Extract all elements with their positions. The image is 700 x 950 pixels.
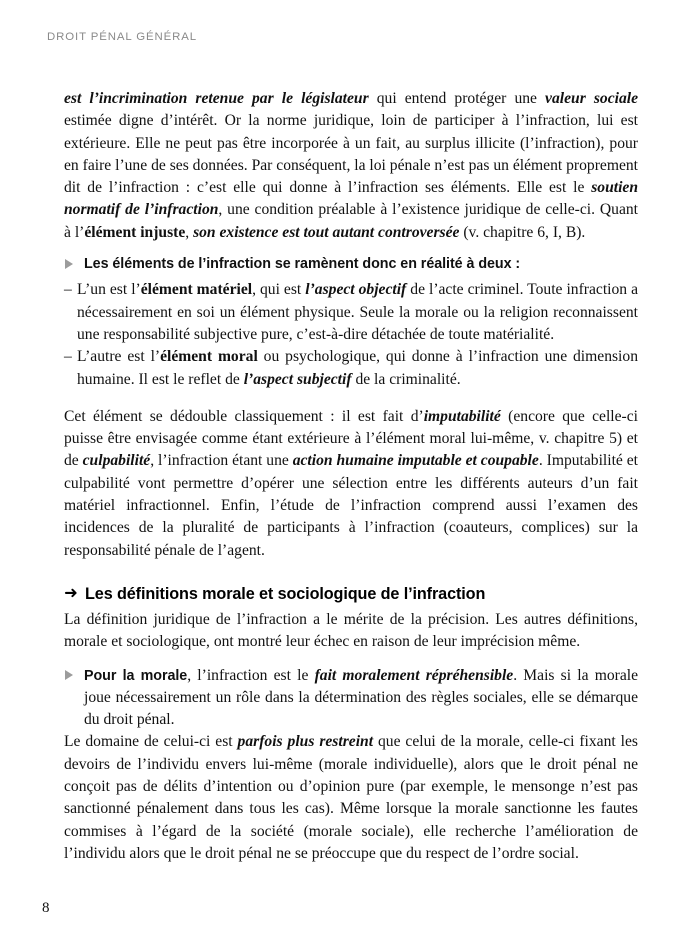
emphasis-run: parfois plus restreint (237, 733, 374, 751)
triangle-bullet-icon (65, 259, 73, 269)
bullet-label: Les éléments de l’infraction se ramènent donc en réalité à deux : (84, 256, 521, 273)
text-run: , une condition préalable à l’existence juridique de celle-ci. Quant à l’ (64, 201, 638, 241)
emphasis-run: son existence est tout autant controversée (193, 223, 460, 241)
list-item (64, 346, 638, 391)
text-run: de la criminalité. (351, 370, 461, 388)
text-run: , (185, 223, 194, 241)
dash-marker: – (64, 281, 72, 299)
dash-list (64, 279, 638, 390)
emphasis-run: élément injuste (84, 223, 186, 241)
emphasis-run: culpabilité (82, 452, 151, 470)
text-run: , qui est (252, 281, 306, 299)
text-run: , l’infraction étant une (150, 452, 293, 470)
emphasis-run: élément moral (160, 348, 258, 366)
text-run: que celui de la morale, celle-ci fixant les devoirs de l’individu envers lui-même (morale individuelle), alors que le droit pénal ne conçoit pas de délits d’intention ou d’opinion pure (par exemple, le mensonge n’est pas sanctionné pénalement dans tous les cas). Même lorsque la morale sanctionne les fautes commises à l’égard de la société (morale sociale), elle recherche l’amélioration de l’individu alors que le droit pénal ne se préoccupe que du respect de l’ordre social. (64, 733, 638, 862)
running-head: DROIT PÉNAL GÉNÉRAL (47, 31, 198, 43)
emphasis-run: l’aspect subjectif (243, 370, 352, 388)
section-heading-label: Les définitions morale et sociologique de l’infraction (85, 584, 486, 603)
section-heading (64, 583, 638, 605)
text-run: Cet élément se dédouble classiquement : il est fait d’ (64, 407, 424, 425)
text-run: (encore que celle-ci puisse être envisagée comme étant extérieure à l’élément moral lui-même, v. chapitre 5) et de (64, 407, 638, 470)
bullet-item-elements (64, 253, 638, 275)
list-item (64, 279, 638, 346)
arrow-right-icon: ➜ (64, 583, 78, 603)
page-number: 8 (42, 900, 50, 916)
bullet-item-morale (64, 665, 638, 732)
text-run: L’un est l’ (77, 281, 141, 299)
bullet-lead-label: Pour la morale (84, 667, 188, 684)
emphasis-run: action humaine imputable et coupable (292, 452, 539, 470)
paragraph-1 (64, 88, 638, 244)
text-column (64, 88, 638, 865)
text-run: estimée digne d’intérêt. Or la norme juridique, loin de participer à l’infraction, lui est extérieure. Elle ne peut pas être incorporée à un fait, au surplus illicite (l’infraction), pour en faire l’une de ses données. Par conséquent, la loi pénale n’est pas un élément proprement dit de l’infraction : c’est elle qui donne à l’infraction ses éléments. Elle est le (64, 112, 638, 197)
emphasis-run: imputabilité (423, 407, 501, 425)
emphasis-run: élément matériel (140, 281, 253, 299)
text-run: . Imputabilité et culpabilité vont permettre d’opérer une sélection entre les différents auteurs d’un fait matériel infractionnel. Enfin, l’étude de l’infraction comprend aussi l’examen des incidences de la pluralité de participants à l’infraction (coauteurs, complices) sur la responsabilité pénale de l’agent. (64, 452, 639, 559)
paragraph-3: La définition juridique de l’infraction a le mérite de la précision. Les autres définitions, morale et sociologique, ont montré leur échec en raison de leur imprécision même. (64, 610, 638, 651)
text-run: L’autre est l’ (77, 348, 161, 366)
text-run: ou psychologique, qui donne à l’infraction une dimension humaine. Il est le reflet de (77, 348, 638, 388)
triangle-bullet-icon (65, 670, 73, 680)
text-run: qui entend protéger une (368, 90, 546, 107)
text-run: de l’acte criminel. Toute infraction a nécessairement en soi un élément physique. Seule la morale ou la religion reconnaissent une responsabilité subjective pure, c’est-à-dire détachée de toute matérialité. (77, 281, 639, 343)
text-run: (v. chapitre 6, I, B). (459, 223, 586, 241)
text-run: . Mais si la morale joue nécessairement un rôle dans la détermination des règles sociales, elle se démarque du droit pénal. (84, 666, 638, 729)
emphasis-run: fait moralement répréhensible (314, 666, 514, 684)
text-run: Le domaine de celui-ci est (64, 733, 238, 751)
paragraph-2 (64, 406, 638, 562)
paragraph-4 (64, 731, 638, 865)
emphasis-run: soutien normatif de l’infraction (64, 179, 638, 219)
text-run: , l’infraction est le (187, 666, 315, 684)
emphasis-run: est l’incrimination retenue par le législateur (64, 90, 369, 107)
emphasis-run: l’aspect objectif (305, 281, 407, 299)
emphasis-run: valeur sociale (545, 90, 639, 107)
dash-marker: – (64, 348, 72, 366)
